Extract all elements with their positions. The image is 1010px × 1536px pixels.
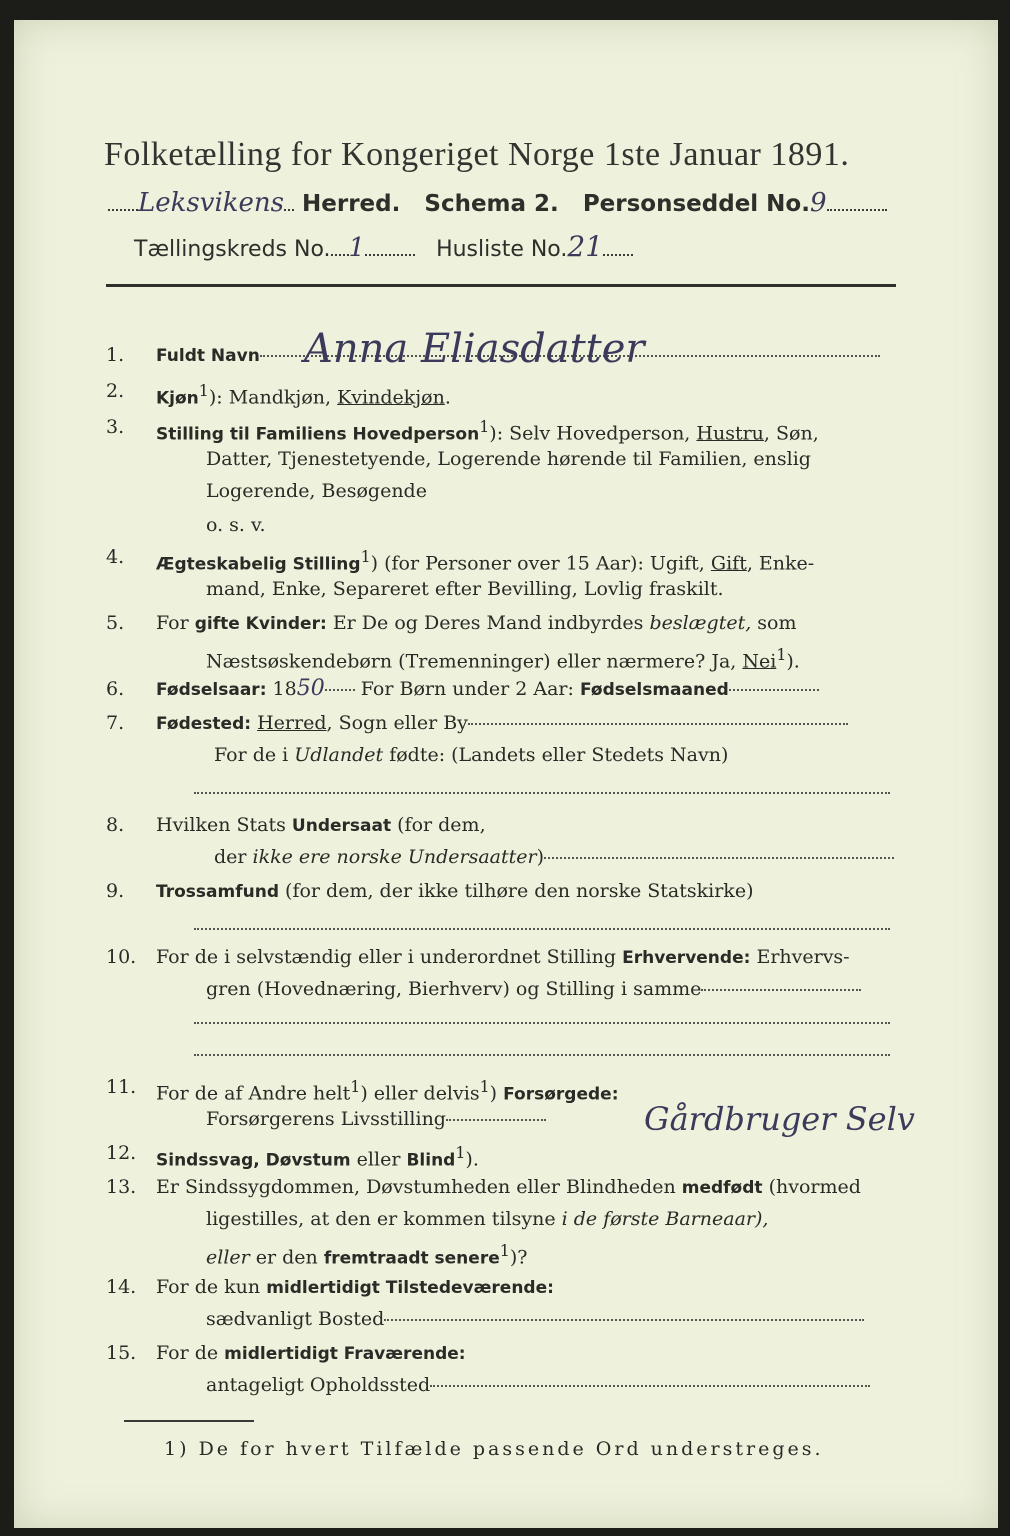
footnote bbox=[164, 1438, 824, 1460]
related-selected: Nei bbox=[742, 650, 777, 673]
family-position-text: o. s. v. bbox=[206, 514, 266, 536]
birth-month-label: Fødselsmaaned bbox=[579, 680, 729, 700]
husliste-number: 21 bbox=[567, 230, 604, 263]
married-women-text: beslægtet, bbox=[649, 612, 752, 634]
footnote-divider bbox=[124, 1420, 254, 1422]
presumed-residence-label: antageligt Opholdssted bbox=[206, 1374, 431, 1396]
occupation-text: gren (Hovednæring, Bierhverv) og Stilling i samme bbox=[206, 978, 702, 1000]
footnote-mark: 1) bbox=[164, 1438, 190, 1460]
footnote-ref: 1 bbox=[455, 1143, 466, 1162]
fill-line bbox=[194, 1022, 890, 1024]
fill-line bbox=[194, 1054, 890, 1056]
header-line-herred bbox=[108, 188, 908, 228]
temporary-absent-label: midlertidigt Fraværende: bbox=[224, 1344, 466, 1364]
item-number: 13. bbox=[106, 1176, 137, 1198]
citizenship-label: Undersaat bbox=[291, 816, 392, 836]
birthplace-text: fødte: (Landets eller Stedets Navn) bbox=[389, 744, 729, 766]
married-women-text: som bbox=[757, 612, 797, 634]
item-number: 3. bbox=[106, 416, 125, 438]
item-number: 1. bbox=[106, 344, 125, 366]
item-number: 11. bbox=[106, 1076, 137, 1098]
disability-text: ). bbox=[465, 1148, 479, 1171]
family-position-text: ): Selv Hovedperson, bbox=[489, 422, 691, 445]
citizenship-text: Hvilken Stats bbox=[156, 814, 286, 836]
item-number: 7. bbox=[106, 712, 125, 734]
footnote-ref: 1 bbox=[499, 1241, 510, 1260]
married-women-text: ). bbox=[786, 650, 800, 673]
disability-label: Sindssvag, Døvstum bbox=[156, 1150, 351, 1171]
birth-month-text: For Børn under 2 Aar: bbox=[360, 678, 574, 700]
fill-line bbox=[194, 792, 890, 794]
birth-year-prefix: 18 bbox=[272, 678, 297, 700]
birth-year-label: Fødselsaar: bbox=[156, 680, 267, 700]
occupation-text: Erhvervs- bbox=[756, 946, 850, 968]
temporary-present-label: midlertidigt Tilstedeværende: bbox=[266, 1278, 554, 1298]
sex-selected: Kvindekjøn bbox=[337, 386, 445, 409]
husliste-label: Husliste No. bbox=[436, 237, 568, 262]
birthplace-text: Udlandet bbox=[294, 744, 384, 766]
congenital-text: ligestilles, at den er kommen tilsyne bbox=[206, 1208, 556, 1230]
citizenship-text: ikke ere norske Undersaatter bbox=[252, 846, 537, 868]
dependent-text: For de af Andre helt bbox=[156, 1082, 351, 1105]
footnote-ref: 1 bbox=[776, 645, 787, 664]
disability-text: eller bbox=[356, 1148, 401, 1171]
provider-occupation-label: Forsørgerens Livsstilling bbox=[206, 1108, 446, 1130]
item-number: 10. bbox=[106, 946, 137, 968]
family-position-label: Stilling til Familiens Hovedperson bbox=[156, 424, 480, 445]
item-number: 5. bbox=[106, 612, 125, 634]
congenital-text: )? bbox=[509, 1246, 528, 1269]
footnote-ref: 1 bbox=[350, 1077, 361, 1096]
marital-status-text: , Enke- bbox=[746, 552, 815, 575]
congenital-text: er den bbox=[255, 1246, 318, 1269]
form-title: Folketælling for Kongeriget Norge 1ste Januar 1891. bbox=[104, 136, 850, 173]
congenital-text: i de første Barneaar), bbox=[561, 1208, 769, 1230]
temporary-absent-text: For de bbox=[156, 1342, 219, 1364]
dependent-text: ) eller delvis bbox=[360, 1082, 480, 1105]
sex-label: Kjøn bbox=[156, 388, 199, 409]
citizenship-text: der bbox=[214, 846, 247, 868]
birthplace-selected: Herred bbox=[257, 712, 327, 734]
item-number: 14. bbox=[106, 1276, 137, 1298]
sex-options: ): Mandkjøn, bbox=[208, 386, 332, 409]
item-number: 15. bbox=[106, 1342, 137, 1364]
married-women-text: Er De og Deres Mand indbyrdes bbox=[332, 612, 644, 634]
personseddel-number: 9 bbox=[809, 188, 827, 218]
birthplace-label: Fødested: bbox=[156, 714, 252, 734]
item-number: 9. bbox=[106, 880, 125, 902]
herred-handwritten: Leksvikens bbox=[138, 188, 284, 218]
married-women-label: gifte Kvinder: bbox=[194, 614, 327, 634]
item-number: 8. bbox=[106, 814, 125, 836]
item-number: 6. bbox=[106, 678, 125, 700]
full-name-handwritten: Anna Eliasdatter bbox=[304, 326, 645, 372]
dependent-text: ) bbox=[489, 1082, 498, 1105]
kreds-number: 1 bbox=[348, 233, 366, 263]
congenital-text: Er Sindssygdommen, Døvstumheden eller Blindheden bbox=[156, 1176, 676, 1198]
herred-label: Herred. bbox=[302, 191, 401, 217]
occupation-label: Erhvervende: bbox=[622, 948, 751, 968]
census-form-page: Folketælling for Kongeriget Norge 1ste Januar 1891. Leksvikens Herred. Schema 2. Personseddel No.9 Tællingskreds No. 1 Husliste No.21 1. Fuldt Navn Anna Eliasdatter 2. Kjøn$^1$): Mandkjøn, Kvindekjøn. 3. Stilling til Familiens Hovedperson$^1$): Selv Hovedperson, Hustru, Søn, Datter, Tjenestetyende, Logerende hørende til Familien, enslig Logerende, Besøgende o. s. v. 4. Ægteskabelig Stilling$^1$) (for Personer over 15 Aar): Ugift, Gift, Enke- mand, Enke, Separeret efter Bevilling, Lovlig fraskilt. 5. For gifte Kvinder: Er De og Deres Mand indbyrdes beslægtet, som Næstsøskendebørn (Tremenninger) eller nærmere? Ja, Nei$^1$). 6. Fødselsaar: 1850 For Børn under 2 Aar: Fødselsmaaned 7. Fødested: Herred, Sogn eller By For de i Udlandet fødte: (Landets eller Stedets Navn) 8. Hvilken Stats Undersaat (for dem, der ikke ere norske Undersaatter) 9. Trossamfund (for dem, der ikke tilhøre den norske Statskirke) 10. For de i selvstændig eller i underordnet Stilling Erhvervende: Erhvervs- gren (Hovednæring, Bierhverv) og Stilling i samme 11. For de af Andre helt$^1$) eller delvis$^1$) Forsørgede: Forsørgerens Livsstilling Gårdbruger Selv 12. Sindssvag, Døvstum eller Blind$^1$). 13. Er Sindssygdommen, Døvstumheden eller Blindheden medfødt (hvormed ligestilles, at den er kommen tilsyne i de første Barneaar), eller er den fremtraadt senere$^1$)? 14. For de kun midlertidigt Tilstedeværende: sædvanligt Bosted 15. For de midlertidigt Fraværende: antageligt Opholdssted 1) De for hvert Tilfælde passende Ord understreges. bbox=[14, 20, 998, 1528]
occupation-text: For de i selvstændig eller i underordnet Stilling bbox=[156, 946, 617, 968]
family-position-text: , Søn, bbox=[763, 422, 819, 445]
schema-label: Schema 2. bbox=[424, 191, 559, 217]
item-number: 4. bbox=[106, 546, 125, 568]
provider-occupation-handwritten: Gårdbruger Selv bbox=[644, 1100, 915, 1138]
citizenship-text: (for dem, bbox=[397, 814, 486, 836]
family-position-text: Logerende, Besøgende bbox=[206, 480, 427, 502]
disability-label: Blind bbox=[406, 1150, 456, 1171]
married-women-text: Næstsøskendebørn (Tremenninger) eller nærmere? Ja, bbox=[206, 650, 737, 673]
fill-line bbox=[194, 928, 890, 930]
item-number: 12. bbox=[106, 1142, 137, 1164]
religion-label: Trossamfund bbox=[156, 882, 279, 902]
temporary-present-text: For de kun bbox=[156, 1276, 261, 1298]
usual-residence-label: sædvanligt Bosted bbox=[206, 1308, 385, 1330]
marital-status-label: Ægteskabelig Stilling bbox=[156, 554, 361, 575]
full-name-label: Fuldt Navn bbox=[156, 346, 260, 366]
marital-status-selected: Gift bbox=[710, 552, 747, 575]
religion-text: (for dem, der ikke tilhøre den norske Statskirke) bbox=[285, 880, 754, 902]
citizenship-text: ) bbox=[536, 846, 545, 868]
footnote-ref: 1 bbox=[479, 417, 490, 436]
dependent-label: Forsørgede: bbox=[503, 1084, 619, 1105]
married-women-text: For bbox=[156, 612, 189, 634]
footnote-text: De for hvert Tilfælde passende Ord understreges. bbox=[198, 1438, 824, 1460]
congenital-text: (hvormed bbox=[768, 1176, 861, 1198]
header-divider bbox=[106, 284, 896, 287]
family-position-selected: Hustru bbox=[696, 422, 764, 445]
birthplace-text: For de i bbox=[214, 744, 289, 766]
item-number: 2. bbox=[106, 380, 125, 402]
personseddel-label: Personseddel No. bbox=[582, 191, 810, 217]
footnote-ref: 1 bbox=[479, 1077, 490, 1096]
footnote-ref: 1 bbox=[198, 381, 209, 400]
family-position-text: Datter, Tjenestetyende, Logerende hørende til Familien, enslig bbox=[206, 448, 811, 470]
birthplace-text: , Sogn eller By bbox=[326, 712, 468, 734]
header-line-kreds bbox=[134, 230, 834, 270]
kreds-label: Tællingskreds No. bbox=[134, 237, 331, 262]
congenital-label: medfødt bbox=[681, 1178, 763, 1198]
marital-status-text: ) (for Personer over 15 Aar): Ugift, bbox=[370, 552, 705, 575]
congenital-text: eller bbox=[206, 1246, 250, 1269]
footnote-ref: 1 bbox=[360, 547, 371, 566]
marital-status-text: mand, Enke, Separeret efter Bevilling, Lovlig fraskilt. bbox=[206, 578, 724, 600]
congenital-label: fremtraadt senere bbox=[323, 1248, 500, 1269]
birth-year-handwritten: 50 bbox=[296, 676, 325, 701]
